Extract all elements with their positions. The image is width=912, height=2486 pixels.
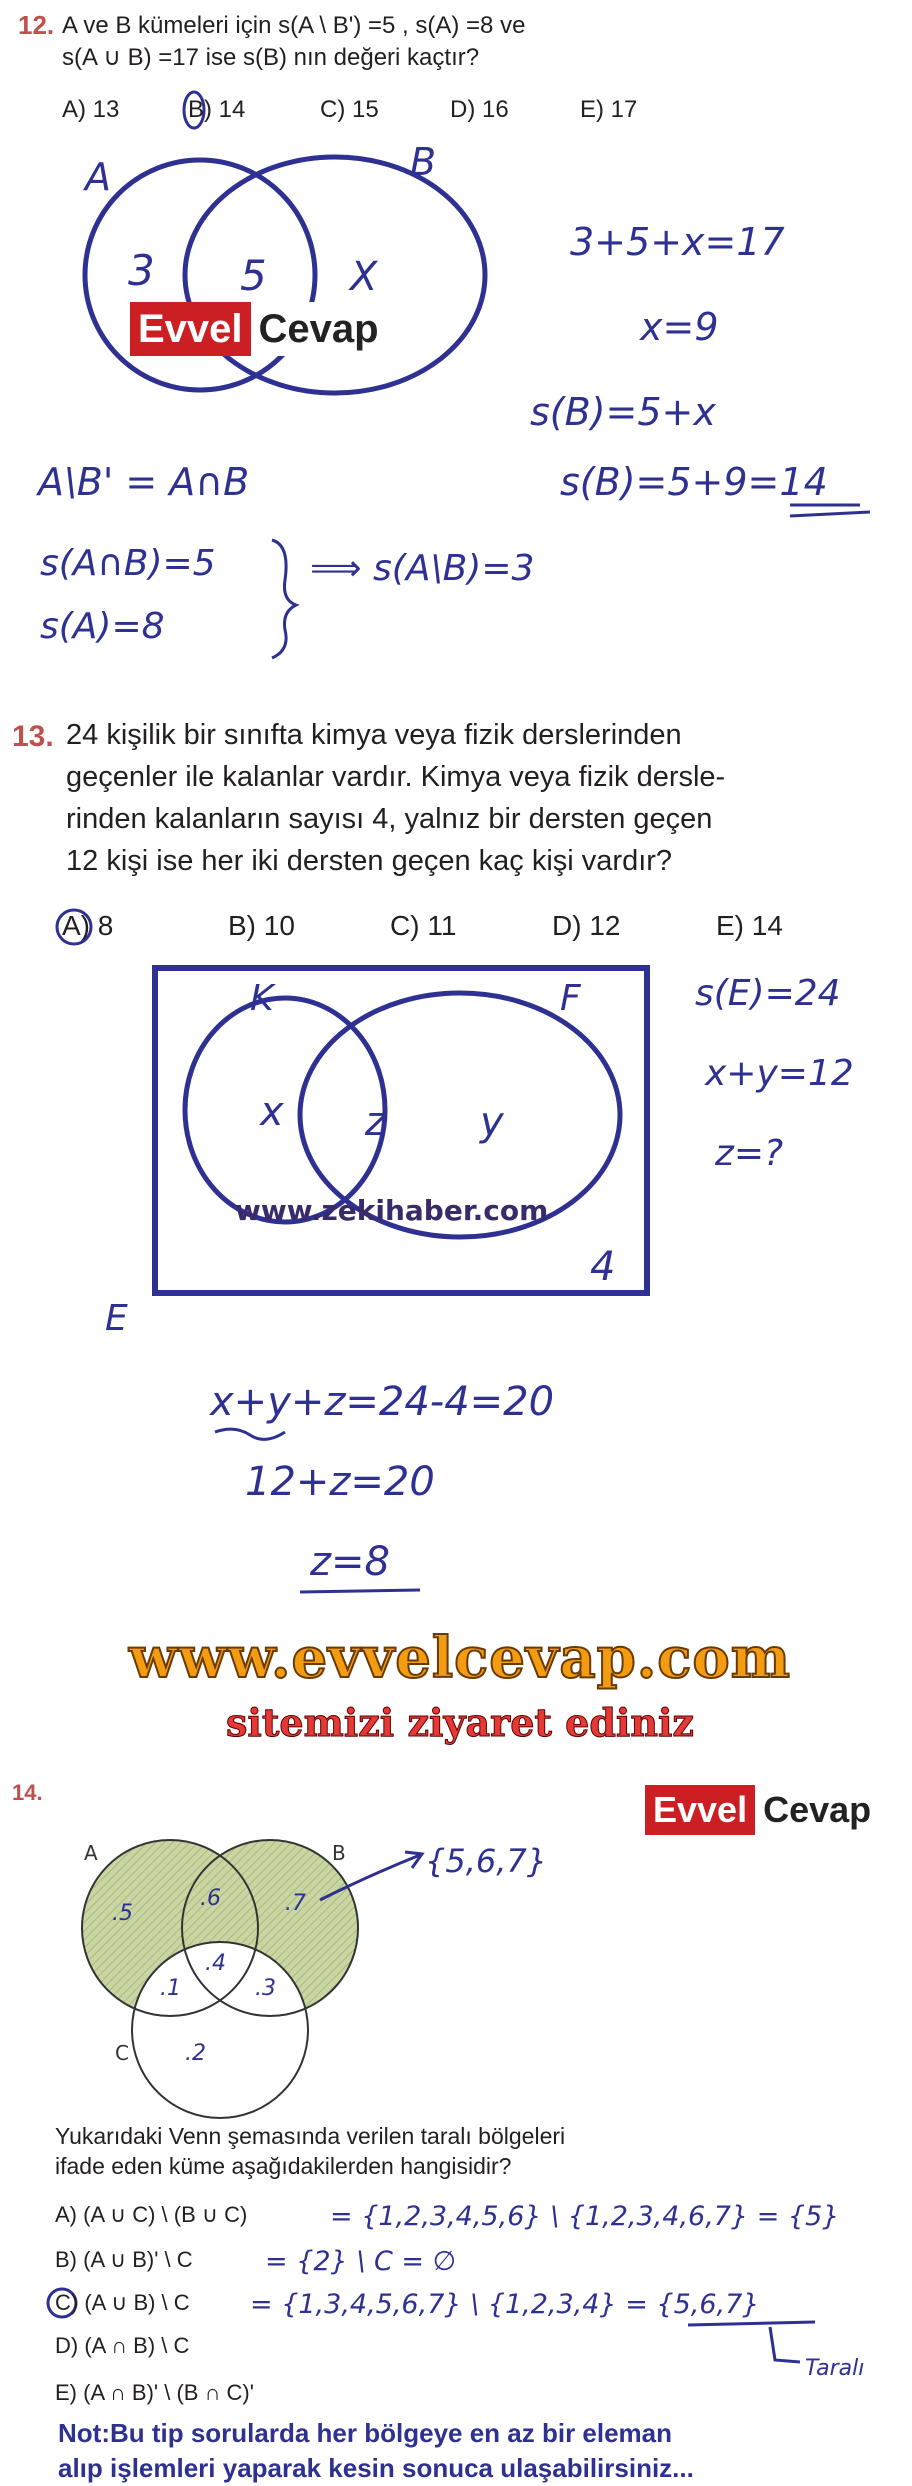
answer-mark bbox=[184, 92, 204, 128]
option-e[interactable]: E) 14 bbox=[716, 910, 783, 941]
work-line: x+y+z=24-4=20 bbox=[210, 1379, 555, 1425]
set-k-circle bbox=[185, 998, 385, 1222]
region-left: 3 bbox=[128, 246, 155, 295]
region-b-only: .7 bbox=[285, 1891, 306, 1916]
option-d[interactable]: D) (A ∩ B) \ C bbox=[55, 2333, 190, 2358]
set-a-label: A bbox=[85, 155, 111, 199]
option-b[interactable]: B) (A ∪ B)' \ C bbox=[55, 2247, 193, 2272]
set-b-label: B bbox=[332, 1841, 346, 1865]
region-ab: .6 bbox=[200, 1886, 221, 1911]
outside-count: 4 bbox=[590, 1244, 616, 1290]
option-e[interactable]: E) (A ∩ B)' \ (B ∩ C)' bbox=[55, 2380, 254, 2405]
brace bbox=[272, 540, 296, 658]
site-banner-subtitle: sitemizi ziyaret ediniz bbox=[226, 1700, 694, 1745]
option-c[interactable]: C) (A ∪ B) \ C bbox=[55, 2290, 190, 2315]
question-number: 14. bbox=[12, 1780, 43, 1805]
work-line: s(A∩B)=5 bbox=[40, 543, 216, 584]
work-line: = {1,2,3,4,5,6} \ {1,2,3,4,6,7} = {5} bbox=[330, 2201, 840, 2232]
option-a[interactable]: A) 13 bbox=[62, 96, 120, 123]
option-c[interactable]: C) 15 bbox=[320, 96, 379, 123]
answer-underline bbox=[790, 505, 870, 516]
question-line: geçenler ile kalanlar vardır. Kimya veya fizik dersle- bbox=[66, 761, 726, 793]
work-line: x=9 bbox=[640, 305, 719, 349]
work-line: s(B)=5+x bbox=[530, 390, 716, 434]
answer-underline bbox=[300, 1590, 420, 1592]
work-line: 12+z=20 bbox=[245, 1459, 435, 1505]
question-line: rinden kalanların sayısı 4, yalnız bir dersten geçen bbox=[66, 803, 713, 835]
question-number: 13. bbox=[12, 720, 54, 753]
question-number: 12. bbox=[18, 10, 55, 40]
work-line: z=8 bbox=[310, 1539, 390, 1585]
logo-red-part: Evvel bbox=[130, 302, 251, 356]
set-c-label: C bbox=[115, 2041, 129, 2065]
region-x: x bbox=[260, 1089, 284, 1135]
work-line: s(B)=5+9=14 bbox=[560, 460, 828, 504]
option-a[interactable]: A) (A ∪ C) \ (B ∪ C) bbox=[55, 2202, 248, 2227]
set-k-label: K bbox=[250, 978, 274, 1019]
question-line: s(A ∪ B) =17 ise s(B) nın değeri kaçtır? bbox=[62, 44, 480, 71]
work-line: 3+5+x=17 bbox=[570, 220, 785, 264]
work-line: z=? bbox=[715, 1133, 784, 1174]
option-d[interactable]: D) 12 bbox=[552, 910, 621, 941]
site-banner[interactable]: www.evvelcevap.com bbox=[129, 1625, 791, 1691]
set-b-circle bbox=[185, 157, 485, 393]
work-line: x+y=12 bbox=[705, 1053, 854, 1094]
region-bc: .3 bbox=[255, 1976, 276, 2001]
option-b[interactable]: B) 14 bbox=[188, 96, 246, 123]
work-line: s(A)=8 bbox=[40, 606, 165, 647]
universe-label: E bbox=[105, 1298, 128, 1339]
question-text: ifade eden küme aşağıdakilerden hangisidir? bbox=[55, 2153, 512, 2179]
region-a-only: .5 bbox=[112, 1901, 133, 1926]
question-line: A ve B kümeleri için s(A \ B') =5 , s(A) =8 ve bbox=[62, 12, 526, 39]
venn-diagram-q13 bbox=[0, 720, 912, 1620]
question-line: 12 kişi ise her iki dersten geçen kaç kişi vardır? bbox=[66, 845, 673, 877]
evvel-cevap-logo bbox=[130, 302, 387, 356]
squiggle bbox=[215, 1429, 285, 1439]
option-d[interactable]: D) 16 bbox=[450, 96, 509, 123]
region-abc: .4 bbox=[205, 1951, 226, 1976]
set-f-label: F bbox=[560, 978, 581, 1019]
question-14 bbox=[0, 1760, 912, 2485]
question-text: Yukarıdaki Venn şemasında verilen taralı bölgeleri bbox=[55, 2123, 566, 2149]
answer-mark bbox=[57, 910, 91, 944]
region-middle: 5 bbox=[240, 251, 267, 300]
region-c-only: .2 bbox=[185, 2041, 206, 2066]
work-line: A\B' = A∩B bbox=[38, 460, 250, 504]
note-line: alıp işlemleri yaparak kesin sonuca ulaşabilirsiniz... bbox=[58, 2453, 694, 2483]
region-right: X bbox=[350, 254, 378, 300]
question-line: 24 kişilik bir sınıfta kimya veya fizik derslerinden bbox=[66, 719, 682, 751]
option-a[interactable]: A) 8 bbox=[62, 910, 114, 941]
option-b[interactable]: B) 10 bbox=[228, 910, 295, 941]
note-line: Not:Bu tip sorularda her bölgeye en az bir eleman bbox=[58, 2418, 673, 2448]
work-line: s(E)=24 bbox=[695, 973, 841, 1014]
region-ac: .1 bbox=[160, 1976, 181, 2001]
work-line: = {2} \ C = ∅ bbox=[265, 2246, 457, 2277]
region-y: y bbox=[480, 1099, 504, 1145]
annotation-set: {5,6,7} bbox=[425, 1842, 548, 1880]
question-13 bbox=[0, 720, 912, 1620]
question-12 bbox=[0, 0, 912, 720]
logo-red-part: Evvel bbox=[645, 1785, 755, 1835]
watermark: www.zekihaber.com bbox=[235, 1194, 549, 1227]
region-z: z bbox=[365, 1099, 386, 1145]
option-e[interactable]: E) 17 bbox=[580, 96, 638, 123]
set-b-label: B bbox=[410, 140, 437, 184]
set-a-label: A bbox=[84, 1841, 98, 1865]
logo-white-part: Cevap bbox=[755, 1785, 879, 1835]
option-c[interactable]: C) 11 bbox=[390, 910, 457, 941]
work-line: Taralı bbox=[805, 2356, 865, 2381]
logo-white-part: Cevap bbox=[251, 302, 387, 356]
venn-diagram-q12 bbox=[0, 0, 912, 720]
work-line: = {1,3,4,5,6,7} \ {1,2,3,4} = {5,6,7} bbox=[250, 2289, 760, 2320]
answer-underline bbox=[688, 2322, 815, 2362]
work-line: ⟹ s(A\B)=3 bbox=[310, 548, 535, 589]
